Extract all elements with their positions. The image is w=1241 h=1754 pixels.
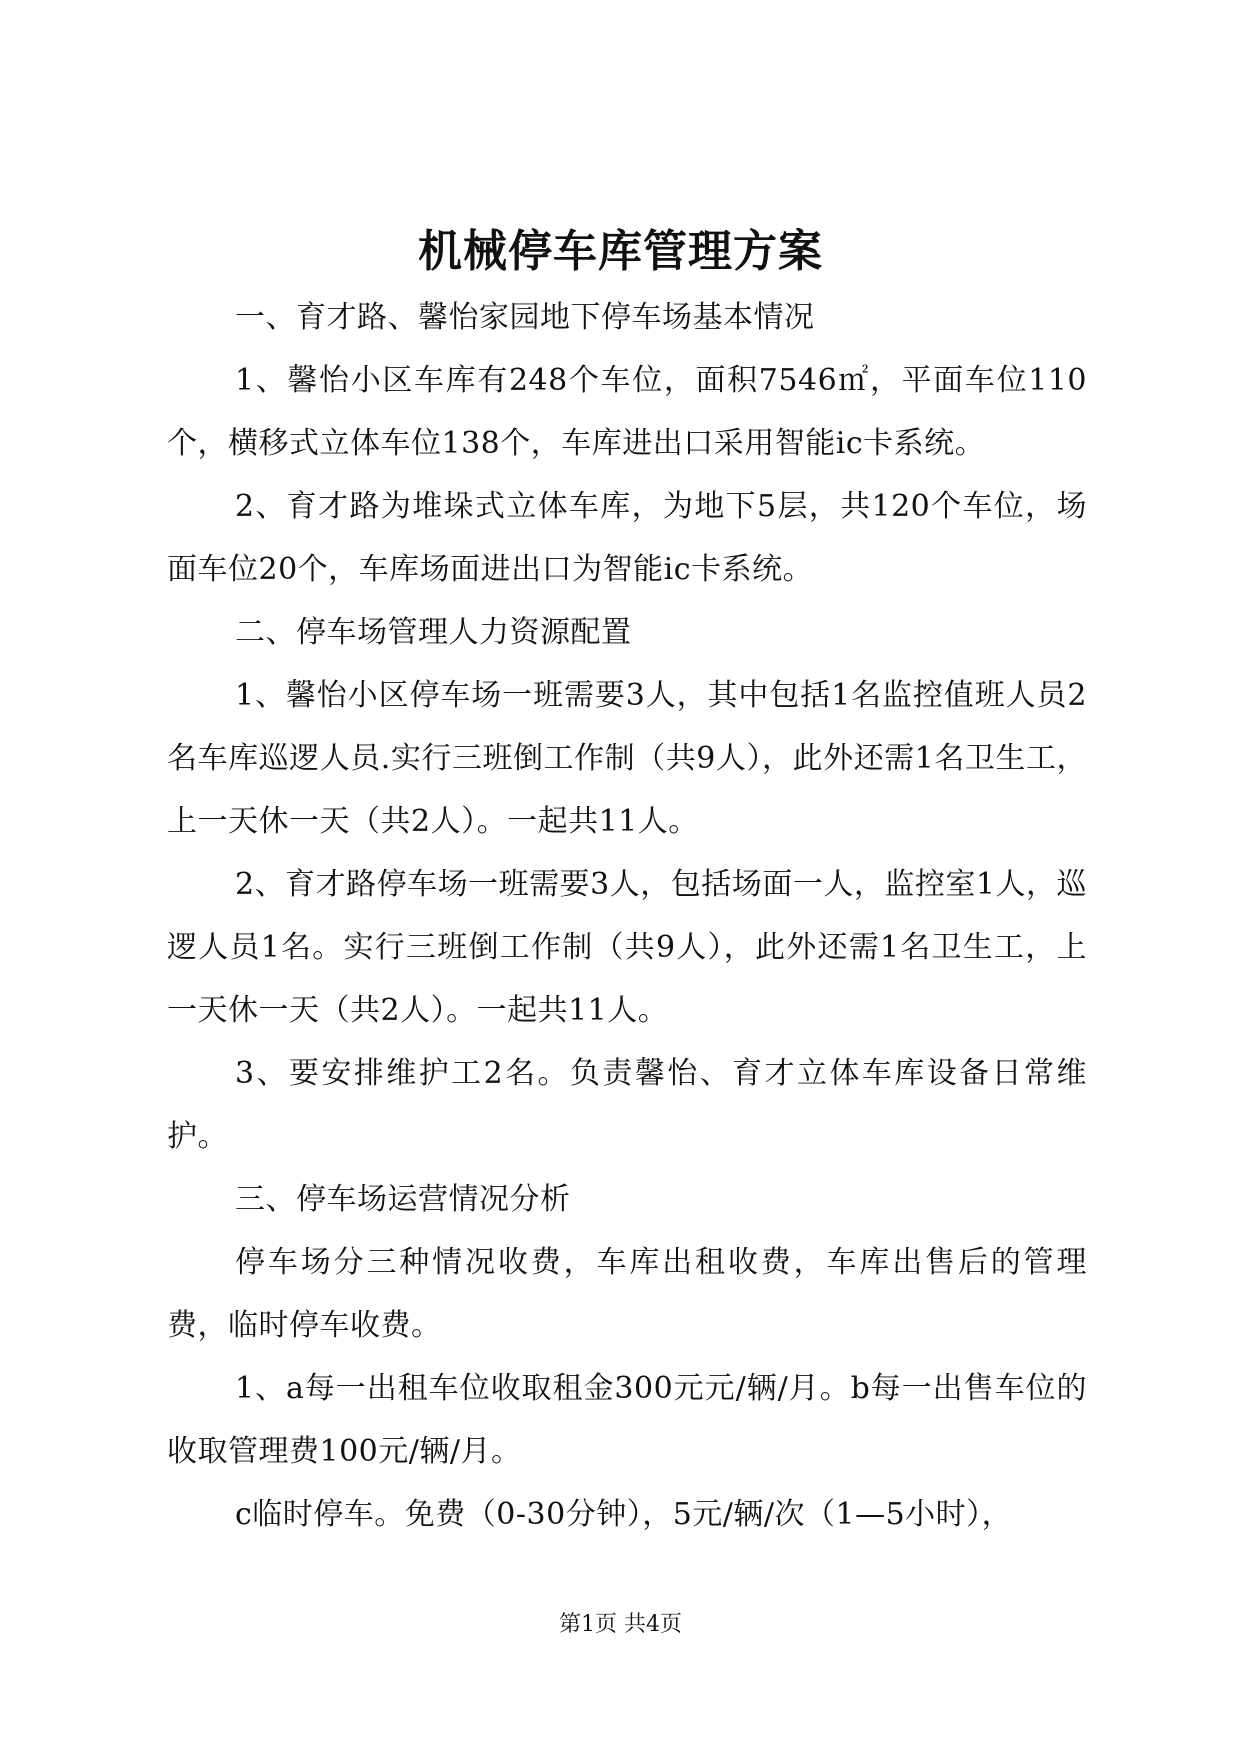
section-heading-1: 一、育才路、馨怡家园地下停车场基本情况 xyxy=(235,300,815,335)
paragraph: 2、育才路停车场一班需要3人，包括场面一人，监控室1人，巡逻人员1名。实行三班倒工作制（共9人），此外还需1名卫生工，上一天休一天（共2人）。一起共11人。 xyxy=(167,867,1087,1028)
paragraph: 1、馨怡小区车库有248个车位，面积7546㎡，平面车位110个，横移式立体车位138个，车库进出口采用智能ic卡系统。 xyxy=(167,363,1087,461)
section-heading-3: 三、停车场运营情况分析 xyxy=(235,1182,571,1217)
document-title: 机械停车库管理方案 xyxy=(418,226,823,277)
paragraph: 3、要安排维护工2名。负责馨怡、育才立体车库设备日常维护。 xyxy=(167,1056,1087,1154)
paragraph: 1、馨怡小区停车场一班需要3人，其中包括1名监控值班人员2名车库巡逻人员.实行三班倒工作制（共9人），此外还需1名卫生工，上一天休一天（共2人）。一起共11人。 xyxy=(167,678,1087,839)
paragraph: 停车场分三种情况收费，车库出租收费，车库出售后的管理费，临时停车收费。 xyxy=(167,1245,1087,1343)
paragraph: 2、育才路为堆垛式立体车库，为地下5层，共120个车位，场面车位20个，车库场面进出口为智能ic卡系统。 xyxy=(167,489,1087,587)
paragraph: 1、a每一出租车位收取租金300元元/辆/月。b每一出售车位的收取管理费100元/辆/月。 xyxy=(167,1371,1087,1469)
page-footer: 第1页 共4页 xyxy=(559,1612,682,1637)
section-heading-2: 二、停车场管理人力资源配置 xyxy=(235,615,632,650)
paragraph: c临时停车。免费（0-30分钟），5元/辆/次（1—5小时）， xyxy=(235,1497,1013,1532)
document-body xyxy=(167,286,1087,1546)
